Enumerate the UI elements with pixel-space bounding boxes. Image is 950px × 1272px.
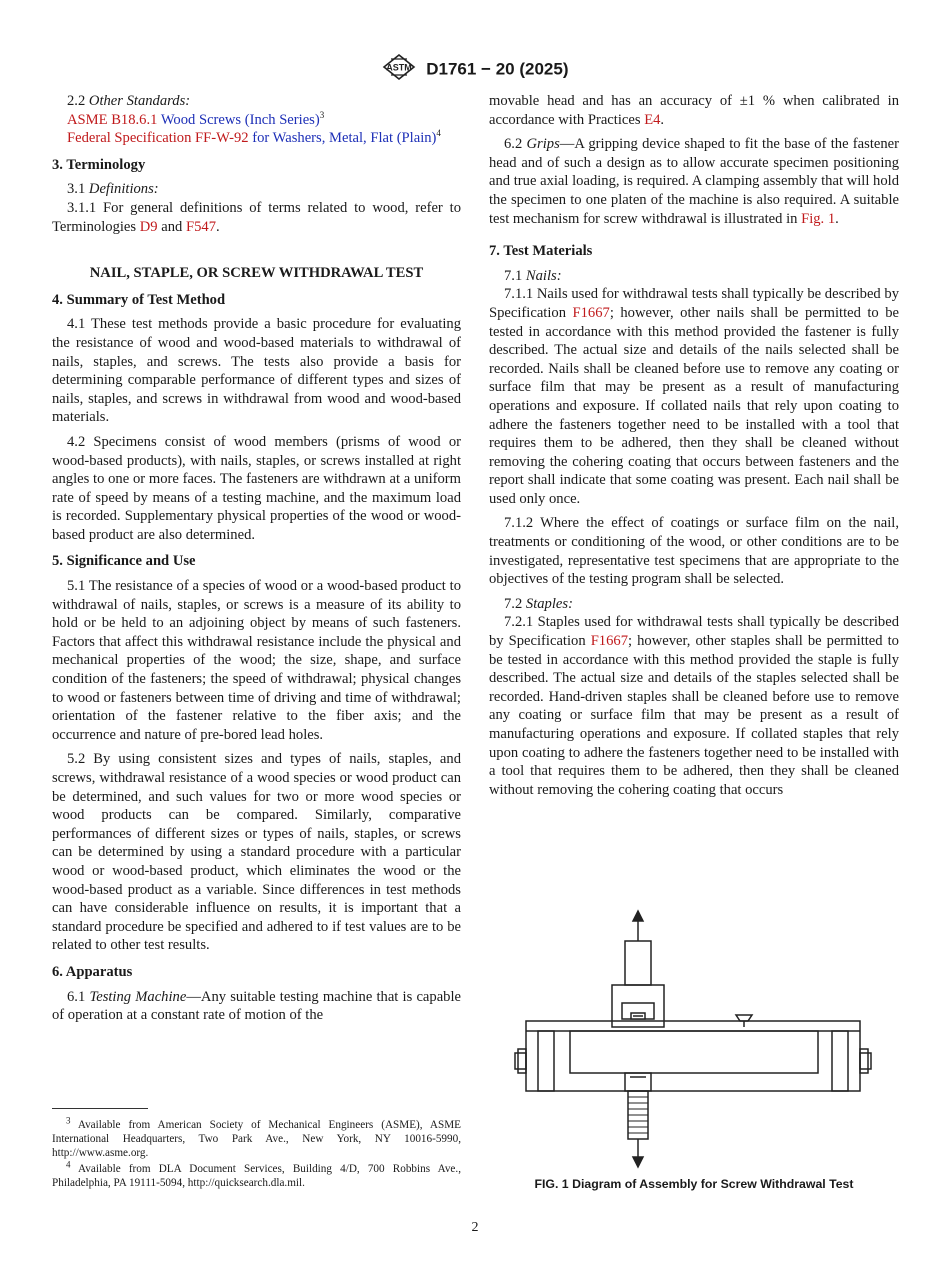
footnote-rule <box>52 1108 148 1109</box>
paragraph-5-1: 5.1 The resistance of a species of wood or a wood-based product to withdrawal of nails, staples, or screws is a measure of its ability to hold or be held to an adjoining object by means of such fasteners. Factors that affect this withdrawal resistance include the physical and mechanical properties of the wood; the size, shape, and surface condition of the fasteners; the speed of withdrawal; physical changes to wood or fasteners between time of driving and time of withdrawal; orientation of the fastener relative to the fiber axis; and the occurrence and nature of pre-bored lead holes. <box>52 578 461 743</box>
footnote-4: $^4$ Available from DLA Document Services, Building 4/D, 700 Robbins Ave., Philadelphia, PA 19111-5094, http://quicksearch.dla.mil. <box>52 1159 461 1189</box>
figure-1-diagram <box>512 905 872 1180</box>
federal-spec-title-link[interactable]: for Washers, Metal, Flat (Plain) <box>252 130 437 147</box>
paragraph-5-2: 5.2 By using consistent sizes and types of nails, staples, and screws, withdrawal resistance of a wood species or wood product can be determined, and such values for two or more wood species or wood products can be compared. Similarly, comparative performances of different sizes or types of nails, staples, or screws can be determined by using a standard procedure with a particular wood or wood-based product, which eliminates the wood or the wood-based product as a variable. Since differences in test methods can have considerable influence on results, it is important that a standard procedure be specified and adhered to if test values are to be related to other test results. <box>52 751 461 954</box>
paragraph-7-2-1: 7.2.1 Staples used for withdrawal tests shall typically be described by Specification F1667; however, other staples shall be permitted to be tested in accordance with this method provided the staple is fully described. The actual size and details of the staples selected shall be recorded. Hand-driven staples shall be cleaned before use to remove any coating or surface film that may be present as a result of manufacturing operations and exposure. If collated staples that rely upon coating to adhere the fasteners together need to be installed with a tool that requires them to be adhered, then they shall be cleaned without removing the cohering coating that occurs <box>489 614 899 798</box>
d9-link[interactable]: D9 <box>139 218 158 235</box>
paragraph-6-1-cont: movable head and has an accuracy of ±1 % when calibrated in accordance with Practices E4. <box>489 93 899 128</box>
paragraph-4-1: 4.1 These test methods provide a basic procedure for evaluating the resistance of wood and wood-based materials to withdrawal of nails, staples, and screws. The tests also provide a basis for determining comparable performance of different types and sizes of nails, staples, and screws in withdrawal from wood and wood-based materials. <box>52 316 461 426</box>
section-3-1: 3.1 Definitions: <box>67 181 159 198</box>
section-3-heading: 3. Terminology <box>52 156 146 173</box>
asme-title-link[interactable]: Wood Screws (Inch Series) <box>160 111 320 128</box>
paragraph-6-2: 6.2 Grips—A gripping device shaped to fit the base of the fastener head and of such a design as to allow accurate specimen positioning and true axial loading, is required. A clamping assembly that will hold the specimen to one platen of the machine is also required. A suitable test mechanism for screw withdrawal is illustrated in Fig. 1. <box>489 136 899 227</box>
federal-spec-link[interactable]: Federal Specification FF-W-92 <box>67 130 249 147</box>
right-column <box>489 92 899 799</box>
page-number: 2 <box>471 1220 479 1235</box>
section-4-heading: 4. Summary of Test Method <box>52 291 226 308</box>
figure-1-caption: FIG. 1 Diagram of Assembly for Screw Withdrawal Test <box>534 1177 854 1191</box>
fig1-link[interactable]: Fig. 1 <box>801 210 836 227</box>
section-3-1-1: 3.1.1 For general definitions of terms related to wood, refer to Terminologies D9 and F547. <box>52 199 461 235</box>
f1667-link[interactable]: F1667 <box>572 304 610 321</box>
paragraph-7-1-2: 7.1.2 Where the effect of coatings or surface film on the nail, treatments or conditioning of the wood, or other conditions are to be investigated, representative test specimens that are appropriate to the objectives of the testing program shall be selected. <box>489 515 899 588</box>
paragraph-4-2: 4.2 Specimens consist of wood members (prisms of wood or wood-based products), with nails, staples, or screws installed at right angles to one or more faces. The fasteners are withdrawn at a uniform rate of speed by means of a testing machine, and the maximum load is recorded. Supplementary physical properties of the wood or wood-based product are also determined. <box>52 433 461 543</box>
e4-link[interactable]: E4 <box>644 111 661 128</box>
reference-asme: ASME B18.6.1 Wood Screws (Inch Series)$^3$ <box>67 109 325 128</box>
section-6-heading: 6. Apparatus <box>52 963 133 980</box>
f547-link[interactable]: F547 <box>185 218 216 235</box>
page-header <box>0 54 950 85</box>
left-column <box>52 92 461 1025</box>
test-heading: NAIL, STAPLE, OR SCREW WITHDRAWAL TEST <box>89 265 424 282</box>
section-7-heading: 7. Test Materials <box>489 243 593 260</box>
paragraph-7-1-1: 7.1.1 Nails used for withdrawal tests shall typically be described by Specification F1667; however, other nails shall be permitted to be tested in accordance with this method provided the fastener is fully described. The actual size and details of the nails selected shall be recorded. Nails shall be cleaned before use to remove any coating or surface film that may be present as a result of manufacturing operations and exposure. If collated nails that rely upon coating to adhere the fasteners together need to be installed with a tool that requires them to be adhered, then they shall be cleaned without removing the cohering coating that occurs between fasteners and the report shall indicate that some coating was present. Each nail shall be used only once. <box>489 286 899 507</box>
reference-federal-spec: Federal Specification FF-W-92 for Washers, Metal, Flat (Plain)$^4$ <box>67 128 441 147</box>
svg-text:ASTM: ASTM <box>385 62 412 73</box>
footnote-3: $^3$ Available from American Society of Mechanical Engineers (ASME), ASME International Headquarters, Two Park Ave., New York, NY 10016-5990, http://www.asme.org. <box>52 1115 461 1159</box>
document-designation: D1761 − 20 (2025) <box>426 59 569 79</box>
section-7-2: 7.2 Staples: <box>504 595 573 612</box>
f1667-link-2[interactable]: F1667 <box>590 633 628 650</box>
astm-logo-icon <box>382 54 416 85</box>
section-5-heading: 5. Significance and Use <box>52 553 196 570</box>
section-7-1: 7.1 Nails: <box>504 267 562 284</box>
section-2-2: 2.2 Other Standards: <box>67 93 191 109</box>
asme-link[interactable]: ASME B18.6.1 <box>67 111 158 128</box>
paragraph-6-1: 6.1 Testing Machine—Any suitable testing machine that is capable of operation at a constant rate of motion of the <box>52 988 462 1024</box>
